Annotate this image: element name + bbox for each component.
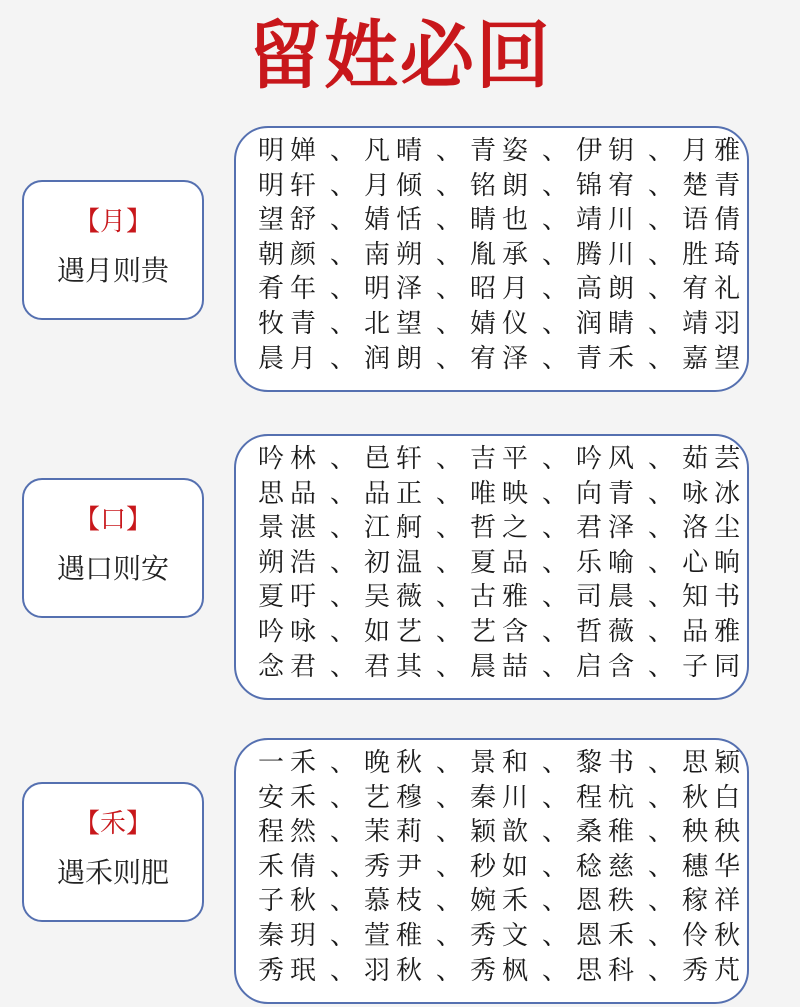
name-item: 腾川 [576,239,641,270]
separator: 、 [542,205,569,236]
name-item: 向青 [576,478,641,509]
separator: 、 [542,308,569,339]
name-row [236,650,747,685]
separator: 、 [436,343,463,374]
separator: 、 [542,955,569,986]
name-item: 艺含 [470,616,535,647]
separator: 、 [436,886,463,917]
separator: 、 [436,478,463,509]
name-item: 昭月 [470,274,535,305]
separator: 、 [330,886,357,917]
separator: 、 [542,170,569,201]
name-item: 秋白 [682,782,747,813]
name-item: 秦川 [470,782,535,813]
name-item: 慕枝 [364,886,429,917]
separator: 、 [542,920,569,951]
name-item: 秀尹 [364,851,429,882]
separator: 、 [648,170,675,201]
separator: 、 [648,513,675,544]
separator: 、 [330,651,357,682]
name-item: 秧秧 [682,817,747,848]
name-row [236,850,747,885]
separator: 、 [330,170,357,201]
name-item: 知书 [682,582,747,613]
name-item: 子同 [682,651,747,682]
name-item: 安禾 [258,782,323,813]
separator: 、 [436,748,463,778]
name-item: 南朔 [364,239,429,270]
name-item: 宥泽 [470,343,535,374]
name-item: 稔慈 [576,851,641,882]
separator: 、 [436,920,463,951]
name-item: 吟咏 [258,616,323,647]
separator: 、 [436,817,463,848]
name-item: 秒如 [470,851,535,882]
name-item: 禾倩 [258,851,323,882]
separator: 、 [436,444,463,474]
name-item: 秀文 [470,920,535,951]
name-item: 月倾 [364,170,429,201]
name-item: 晨喆 [470,651,535,682]
separator: 、 [330,748,357,778]
separator: 、 [436,582,463,613]
separator: 、 [648,343,675,374]
name-item: 楚青 [682,170,747,201]
name-item: 婧仪 [470,308,535,339]
name-item: 明轩 [258,170,323,201]
name-item: 思品 [258,478,323,509]
separator: 、 [648,239,675,270]
name-row [236,511,747,546]
category-label: 遇月则贵 [56,254,169,287]
name-item: 明婵 [258,136,323,166]
category-card-yue [22,180,204,320]
separator: 、 [542,444,569,474]
name-item: 景和 [470,748,535,778]
name-item: 靖羽 [682,308,747,339]
name-row [236,815,747,850]
name-item: 北望 [364,308,429,339]
separator: 、 [648,616,675,647]
separator: 、 [436,170,463,201]
category-tag: 【月】 [73,207,152,237]
separator: 、 [542,582,569,613]
name-item: 秀芃 [682,955,747,986]
separator: 、 [436,616,463,647]
name-item: 秀枫 [470,955,535,986]
name-item: 司晨 [576,582,641,613]
separator: 、 [648,582,675,613]
separator: 、 [542,136,569,166]
name-row [236,442,747,477]
separator: 、 [330,547,357,578]
name-item: 朔浩 [258,547,323,578]
name-row [236,884,747,919]
name-item: 秦玥 [258,920,323,951]
name-item: 古雅 [470,582,535,613]
separator: 、 [330,274,357,305]
name-item: 江舸 [364,513,429,544]
name-item: 婧恬 [364,205,429,236]
separator: 、 [542,478,569,509]
separator: 、 [542,513,569,544]
name-row [236,615,747,650]
separator: 、 [330,920,357,951]
name-item: 咏冰 [682,478,747,509]
separator: 、 [542,748,569,778]
name-item: 颖歆 [470,817,535,848]
name-list-yue [234,126,749,392]
name-item: 子秋 [258,886,323,917]
name-item: 高朗 [576,274,641,305]
name-item: 乐喻 [576,547,641,578]
name-row [236,203,747,238]
name-item: 一禾 [258,748,323,778]
separator: 、 [330,444,357,474]
name-item: 艺穆 [364,782,429,813]
name-row [236,919,747,954]
name-item: 念君 [258,651,323,682]
name-item: 吟风 [576,444,641,474]
name-row [236,954,747,989]
separator: 、 [330,513,357,544]
name-item: 润睛 [576,308,641,339]
separator: 、 [436,513,463,544]
name-item: 锦宥 [576,170,641,201]
separator: 、 [330,136,357,166]
separator: 、 [648,547,675,578]
name-row [236,272,747,307]
separator: 、 [542,851,569,882]
separator: 、 [436,136,463,166]
name-item: 景湛 [258,513,323,544]
name-item: 穗华 [682,851,747,882]
separator: 、 [542,651,569,682]
separator: 、 [330,817,357,848]
name-row [236,781,747,816]
name-item: 唯映 [470,478,535,509]
name-row [236,580,747,615]
name-item: 茉莉 [364,817,429,848]
category-card-kou [22,478,204,618]
name-item: 品雅 [682,616,747,647]
name-item: 稼祥 [682,886,747,917]
name-row [236,307,747,342]
name-item: 恩秩 [576,886,641,917]
separator: 、 [330,582,357,613]
name-item: 望舒 [258,205,323,236]
category-tag: 【禾】 [73,809,152,839]
name-item: 青姿 [470,136,535,166]
separator: 、 [648,851,675,882]
name-row [236,134,747,169]
name-item: 思颖 [682,748,747,778]
separator: 、 [436,239,463,270]
separator: 、 [330,478,357,509]
name-row [236,169,747,204]
separator: 、 [648,817,675,848]
name-item: 品正 [364,478,429,509]
separator: 、 [542,274,569,305]
name-item: 胤承 [470,239,535,270]
separator: 、 [648,886,675,917]
separator: 、 [436,274,463,305]
name-item: 程然 [258,817,323,848]
name-row [236,546,747,581]
separator: 、 [542,239,569,270]
name-item: 明泽 [364,274,429,305]
name-item: 初温 [364,547,429,578]
name-item: 婉禾 [470,886,535,917]
separator: 、 [542,343,569,374]
separator: 、 [542,817,569,848]
separator: 、 [648,651,675,682]
name-item: 哲之 [470,513,535,544]
name-item: 洛尘 [682,513,747,544]
separator: 、 [648,782,675,813]
name-item: 宥礼 [682,274,747,305]
name-item: 嘉望 [682,343,747,374]
name-list-he [234,738,749,1004]
name-row [236,746,747,781]
name-item: 夏吁 [258,582,323,613]
name-item: 黎书 [576,748,641,778]
separator: 、 [648,274,675,305]
name-item: 秀珉 [258,955,323,986]
name-item: 吴薇 [364,582,429,613]
category-card-he [22,782,204,922]
name-item: 夏品 [470,547,535,578]
name-item: 铭朗 [470,170,535,201]
separator: 、 [542,616,569,647]
name-item: 吟林 [258,444,323,474]
name-item: 伶秋 [682,920,747,951]
separator: 、 [648,920,675,951]
separator: 、 [330,955,357,986]
separator: 、 [330,851,357,882]
name-item: 伊钥 [576,136,641,166]
name-item: 牧青 [258,308,323,339]
name-item: 哲薇 [576,616,641,647]
separator: 、 [330,343,357,374]
name-item: 启含 [576,651,641,682]
name-row [236,238,747,273]
separator: 、 [330,239,357,270]
name-item: 润朗 [364,343,429,374]
category-label: 遇禾则肥 [56,856,169,889]
name-item: 心晌 [682,547,747,578]
separator: 、 [330,205,357,236]
name-item: 晨月 [258,343,323,374]
page-title: 留姓必回 [248,13,552,99]
name-list-kou [234,434,749,700]
separator: 、 [542,886,569,917]
name-item: 凡晴 [364,136,429,166]
name-item: 如艺 [364,616,429,647]
separator: 、 [542,782,569,813]
name-item: 胜琦 [682,239,747,270]
name-item: 青禾 [576,343,641,374]
separator: 、 [648,955,675,986]
name-item: 萱稚 [364,920,429,951]
name-item: 肴年 [258,274,323,305]
separator: 、 [648,748,675,778]
separator: 、 [648,136,675,166]
name-item: 月雅 [682,136,747,166]
separator: 、 [436,851,463,882]
name-item: 晚秋 [364,748,429,778]
name-row [236,477,747,512]
separator: 、 [648,444,675,474]
name-item: 睛也 [470,205,535,236]
separator: 、 [542,547,569,578]
name-item: 邑轩 [364,444,429,474]
separator: 、 [330,308,357,339]
name-item: 靖川 [576,205,641,236]
name-item: 恩禾 [576,920,641,951]
separator: 、 [330,616,357,647]
separator: 、 [436,547,463,578]
category-label: 遇口则安 [56,552,169,585]
separator: 、 [330,782,357,813]
name-item: 羽秋 [364,955,429,986]
separator: 、 [436,955,463,986]
name-item: 思科 [576,955,641,986]
separator: 、 [436,782,463,813]
separator: 、 [648,478,675,509]
name-item: 君泽 [576,513,641,544]
separator: 、 [648,308,675,339]
separator: 、 [436,205,463,236]
name-item: 吉平 [470,444,535,474]
name-item: 语倩 [682,205,747,236]
name-item: 程杭 [576,782,641,813]
name-item: 茹芸 [682,444,747,474]
separator: 、 [648,205,675,236]
separator: 、 [436,651,463,682]
name-item: 桑稚 [576,817,641,848]
category-tag: 【口】 [73,505,152,535]
name-item: 君其 [364,651,429,682]
name-item: 朝颜 [258,239,323,270]
separator: 、 [436,308,463,339]
name-row [236,342,747,377]
